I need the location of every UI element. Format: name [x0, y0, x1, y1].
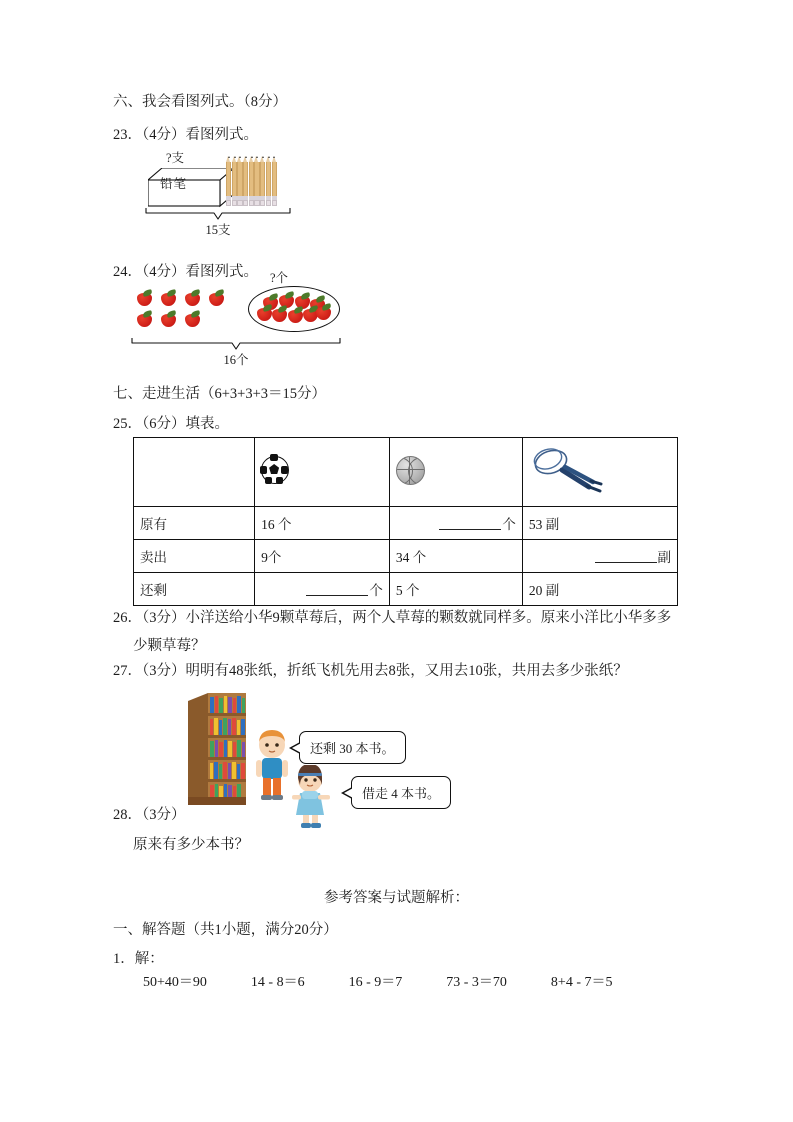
- cell-original-racket: [522, 507, 677, 540]
- row-label: 卖出: [134, 540, 255, 573]
- strawberry-row: [136, 311, 232, 327]
- equation-3: 16 - 9＝7: [348, 975, 403, 990]
- basketball-icon: [396, 456, 425, 485]
- pencil-total-label: 15支: [205, 223, 231, 237]
- strawberry-left-group: [136, 290, 232, 332]
- strawberry-row: [136, 290, 232, 306]
- cell-remain-basketball: [389, 573, 522, 606]
- strawberry-icon: [136, 311, 153, 327]
- question-24-text: 24．（4分）看图列式。: [113, 264, 258, 280]
- cell-unit: 副: [657, 550, 671, 565]
- row-label: 还剩: [134, 573, 255, 606]
- answer-blank[interactable]: [595, 549, 657, 563]
- bookshelf-scene: [186, 693, 486, 813]
- strawberry-unknown-label: ?个: [270, 271, 289, 285]
- cell-remain-soccer[interactable]: [255, 573, 390, 606]
- strawberry-figure: [130, 271, 380, 368]
- pencil-unknown-label: ?支: [166, 151, 185, 165]
- question-26-line1: 26．（3分）小洋送给小华9颗草莓后，两个人草莓的颗数就同样多。原来小洋比小华多多: [113, 610, 672, 626]
- badminton-racket-icon: [529, 446, 603, 498]
- answer-blank[interactable]: [439, 516, 501, 530]
- strawberry-icon: [208, 290, 225, 306]
- cell-value: 16: [261, 517, 275, 532]
- cell-unit: 个: [267, 550, 282, 565]
- strawberry-icon: [160, 290, 177, 306]
- bubble-tail-inner: [292, 742, 303, 754]
- cell-original-soccer: [255, 507, 390, 540]
- answers-subheader: 一、解答题（共1小题，满分20分）: [113, 922, 338, 938]
- girl-character: [290, 765, 332, 834]
- table-row: [134, 507, 678, 540]
- cell-unit: 个: [502, 517, 516, 532]
- equation-2: 14 - 8＝6: [250, 975, 305, 990]
- cell-unit: 个: [369, 583, 383, 598]
- soccer-ball-icon: [261, 456, 289, 484]
- strawberry-icon: [184, 290, 201, 306]
- equation-1: 50+40＝90: [143, 975, 207, 990]
- answers-header: 参考答案与试题解析：: [324, 890, 469, 906]
- answer-equation-row: [143, 971, 703, 991]
- strawberry-icon: [160, 311, 177, 327]
- cell-unit: 副: [545, 583, 560, 598]
- header-cell-basketball: [389, 438, 522, 507]
- cell-unit: 个: [412, 550, 427, 565]
- bubble-tail-inner: [344, 787, 355, 799]
- strawberry-icon: [271, 306, 288, 322]
- boy-speech-bubble: [299, 731, 406, 764]
- cell-original-basketball[interactable]: [389, 507, 522, 540]
- table-row: [134, 573, 678, 606]
- table-header-row: [134, 438, 678, 507]
- question-27-text: 27．（3分）明明有48张纸，折纸飞机先用去8张，又用去10张，共用去多少张纸？: [113, 663, 628, 679]
- answer-blank[interactable]: [306, 582, 368, 596]
- boy-character: [250, 729, 294, 806]
- strawberry-icon: [315, 304, 332, 320]
- cell-value: 5: [395, 583, 403, 598]
- strawberry-cluster: [256, 292, 332, 326]
- equation-5: 8+4 - 7＝5: [550, 975, 613, 990]
- question-28-text: 28．（3分）: [113, 807, 186, 823]
- cell-value: 9: [261, 550, 268, 565]
- section-seven-header: 七、走进生活（6+3+3+3＝15分）: [113, 386, 327, 402]
- cell-unit: 副: [545, 517, 560, 532]
- header-cell-racket: [522, 438, 677, 507]
- pencil-box-label: 铅笔: [160, 177, 188, 191]
- cell-sold-soccer: [255, 540, 390, 573]
- inventory-table: [133, 437, 678, 606]
- question-28-line2: 原来有多少本书？: [133, 837, 249, 853]
- cell-sold-basketball: [389, 540, 522, 573]
- question-26-line2: 少颗草莓？: [133, 638, 206, 654]
- table-corner-cell: [134, 438, 255, 507]
- question-25-text: 25．（6分）填表。: [113, 416, 229, 432]
- header-cell-soccer: [255, 438, 390, 507]
- girl-speech-text: 借走 4 本书。: [362, 786, 441, 801]
- pencil-figure: [140, 148, 360, 248]
- strawberry-total-label: 16个: [223, 353, 249, 367]
- section-six-header: 六、我会看图列式。（8分）: [113, 94, 287, 110]
- girl-speech-bubble: [351, 776, 451, 809]
- boy-speech-text: 还剩 30 本书。: [310, 741, 395, 756]
- strawberry-icon: [184, 311, 201, 327]
- cell-sold-racket[interactable]: [522, 540, 677, 573]
- pencil-bundle: [226, 154, 284, 206]
- question-23-text: 23．（4分）看图列式。: [113, 127, 258, 143]
- cell-unit: 个: [277, 517, 292, 532]
- table-row: [134, 540, 678, 573]
- cell-value: 20: [528, 583, 543, 598]
- answer-item-1: 1．解：: [113, 951, 164, 967]
- strawberry-icon: [136, 290, 153, 306]
- row-label: 原有: [134, 507, 255, 540]
- cell-remain-racket: [522, 573, 677, 606]
- equation-4: 73 - 3＝70: [446, 975, 507, 990]
- cell-value: 34: [395, 550, 410, 565]
- cell-value: 53: [528, 517, 543, 532]
- cell-unit: 个: [405, 583, 420, 598]
